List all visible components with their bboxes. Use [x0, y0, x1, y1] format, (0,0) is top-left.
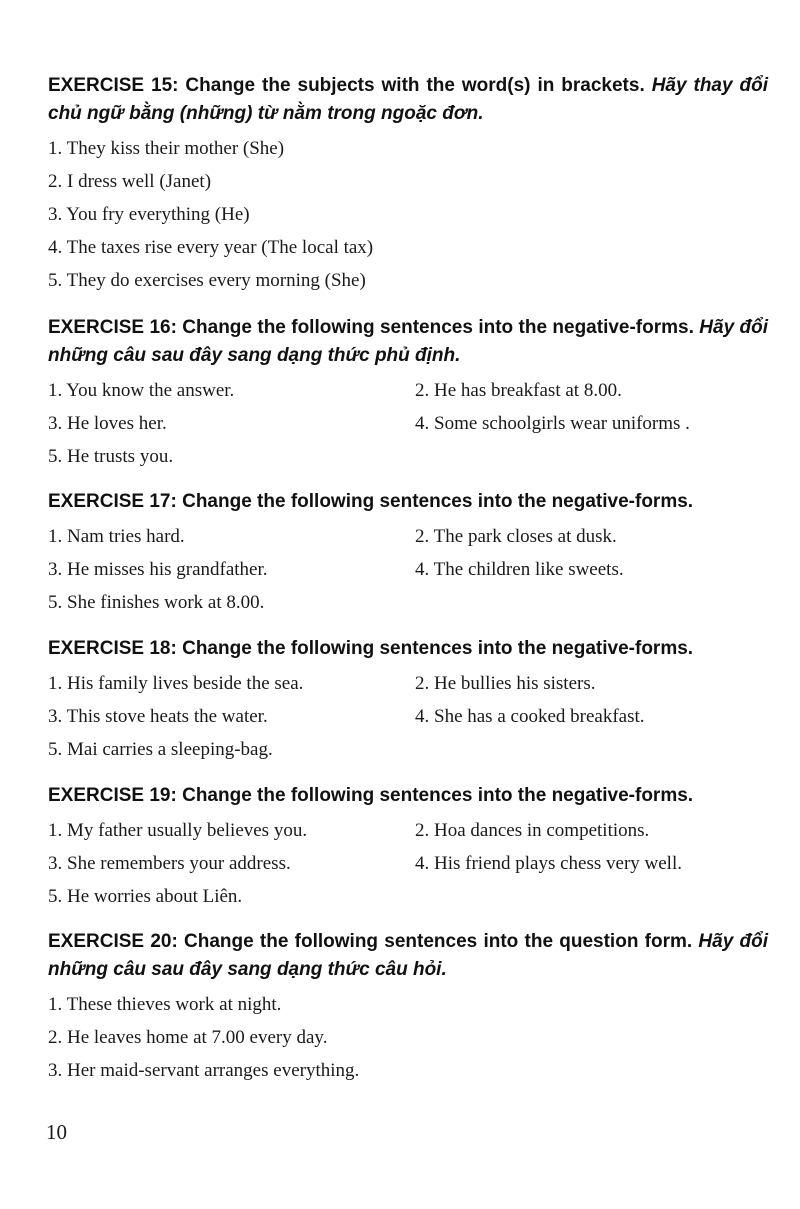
exercise-item: 3. You fry everything (He)	[48, 204, 250, 225]
exercise-item: 2. He bullies his sisters.	[415, 673, 596, 694]
exercise-item: 2. The park closes at dusk.	[415, 526, 617, 547]
exercise-16	[48, 314, 768, 473]
exercise-title: EXERCISE 16: Change the following sentences into the negative-forms.	[48, 317, 694, 338]
exercise-item: 1. My father usually believes you.	[48, 820, 308, 841]
exercise-item-list	[48, 988, 768, 1087]
exercise-item: 4. His friend plays chess very well.	[415, 853, 682, 874]
exercise-title: EXERCISE 18: Change the following sentences into the negative-forms.	[48, 638, 694, 659]
exercise-item: 2. I dress well (Janet)	[48, 171, 212, 192]
exercise-item: 2. He has breakfast at 8.00.	[415, 380, 622, 401]
exercise-heading	[48, 314, 768, 370]
exercise-item: 3. He loves her.	[48, 413, 167, 434]
exercise-18	[48, 635, 768, 766]
exercise-item: 2. Hoa dances in competitions.	[415, 820, 650, 841]
exercise-item: 5. He worries about Liên.	[48, 886, 243, 907]
exercise-item-list	[48, 520, 768, 619]
exercise-item-list	[48, 814, 768, 913]
exercise-item: 1. His family lives beside the sea.	[48, 673, 304, 694]
exercise-title-vietnamese: Hãy thay đổi chủ ngữ bằng (những) từ nằm trong ngoặc đơn.	[48, 75, 768, 124]
exercise-item-list	[48, 132, 768, 297]
exercise-item: 1. Nam tries hard.	[48, 526, 185, 547]
exercise-item: 4. She has a cooked breakfast.	[415, 706, 645, 727]
exercise-heading	[48, 635, 768, 663]
exercise-item: 4. Some schoolgirls wear uniforms .	[415, 413, 690, 434]
exercise-item-list	[48, 374, 768, 473]
exercise-item: 5. He trusts you.	[48, 446, 174, 467]
exercise-item: 1. They kiss their mother (She)	[48, 138, 285, 159]
exercise-item: 3. Her maid-servant arranges everything.	[48, 1060, 360, 1081]
exercise-item: 1. You know the answer.	[48, 380, 235, 401]
exercise-item: 5. She finishes work at 8.00.	[48, 592, 265, 613]
exercise-title: EXERCISE 19: Change the following sentences into the negative-forms.	[48, 785, 694, 806]
exercise-heading	[48, 488, 768, 516]
page-number: 10	[46, 1120, 67, 1144]
exercise-item-list	[48, 667, 768, 766]
exercise-19	[48, 782, 768, 913]
exercise-heading	[48, 72, 768, 128]
exercise-item: 3. He misses his grandfather.	[48, 559, 268, 580]
exercise-item: 4. The children like sweets.	[415, 559, 624, 580]
exercise-item: 5. Mai carries a sleeping-bag.	[48, 739, 273, 760]
exercise-17	[48, 488, 768, 619]
exercise-title: EXERCISE 17: Change the following sentences into the negative-forms.	[48, 491, 694, 512]
exercise-item: 2. He leaves home at 7.00 every day.	[48, 1027, 328, 1048]
exercise-item: 3. This stove heats the water.	[48, 706, 268, 727]
exercise-heading	[48, 928, 768, 984]
exercise-15	[48, 72, 768, 297]
exercise-title: EXERCISE 15: Change the subjects with the word(s) in brackets.	[48, 75, 645, 96]
exercise-item: 5. They do exercises every morning (She)	[48, 270, 366, 291]
exercise-heading	[48, 782, 768, 810]
exercise-title: EXERCISE 20: Change the following sentences into the question form.	[48, 931, 693, 952]
exercise-title-vietnamese: Hãy đổi những câu sau đây sang dạng thức câu hỏi.	[48, 931, 769, 980]
exercise-item: 4. The taxes rise every year (The local tax)	[48, 237, 374, 258]
exercise-20	[48, 928, 768, 1087]
exercise-title-vietnamese: Hãy đổi những câu sau đây sang dạng thức phủ định.	[48, 317, 769, 366]
exercise-item: 1. These thieves work at night.	[48, 994, 282, 1015]
exercise-item: 3. She remembers your address.	[48, 853, 291, 874]
